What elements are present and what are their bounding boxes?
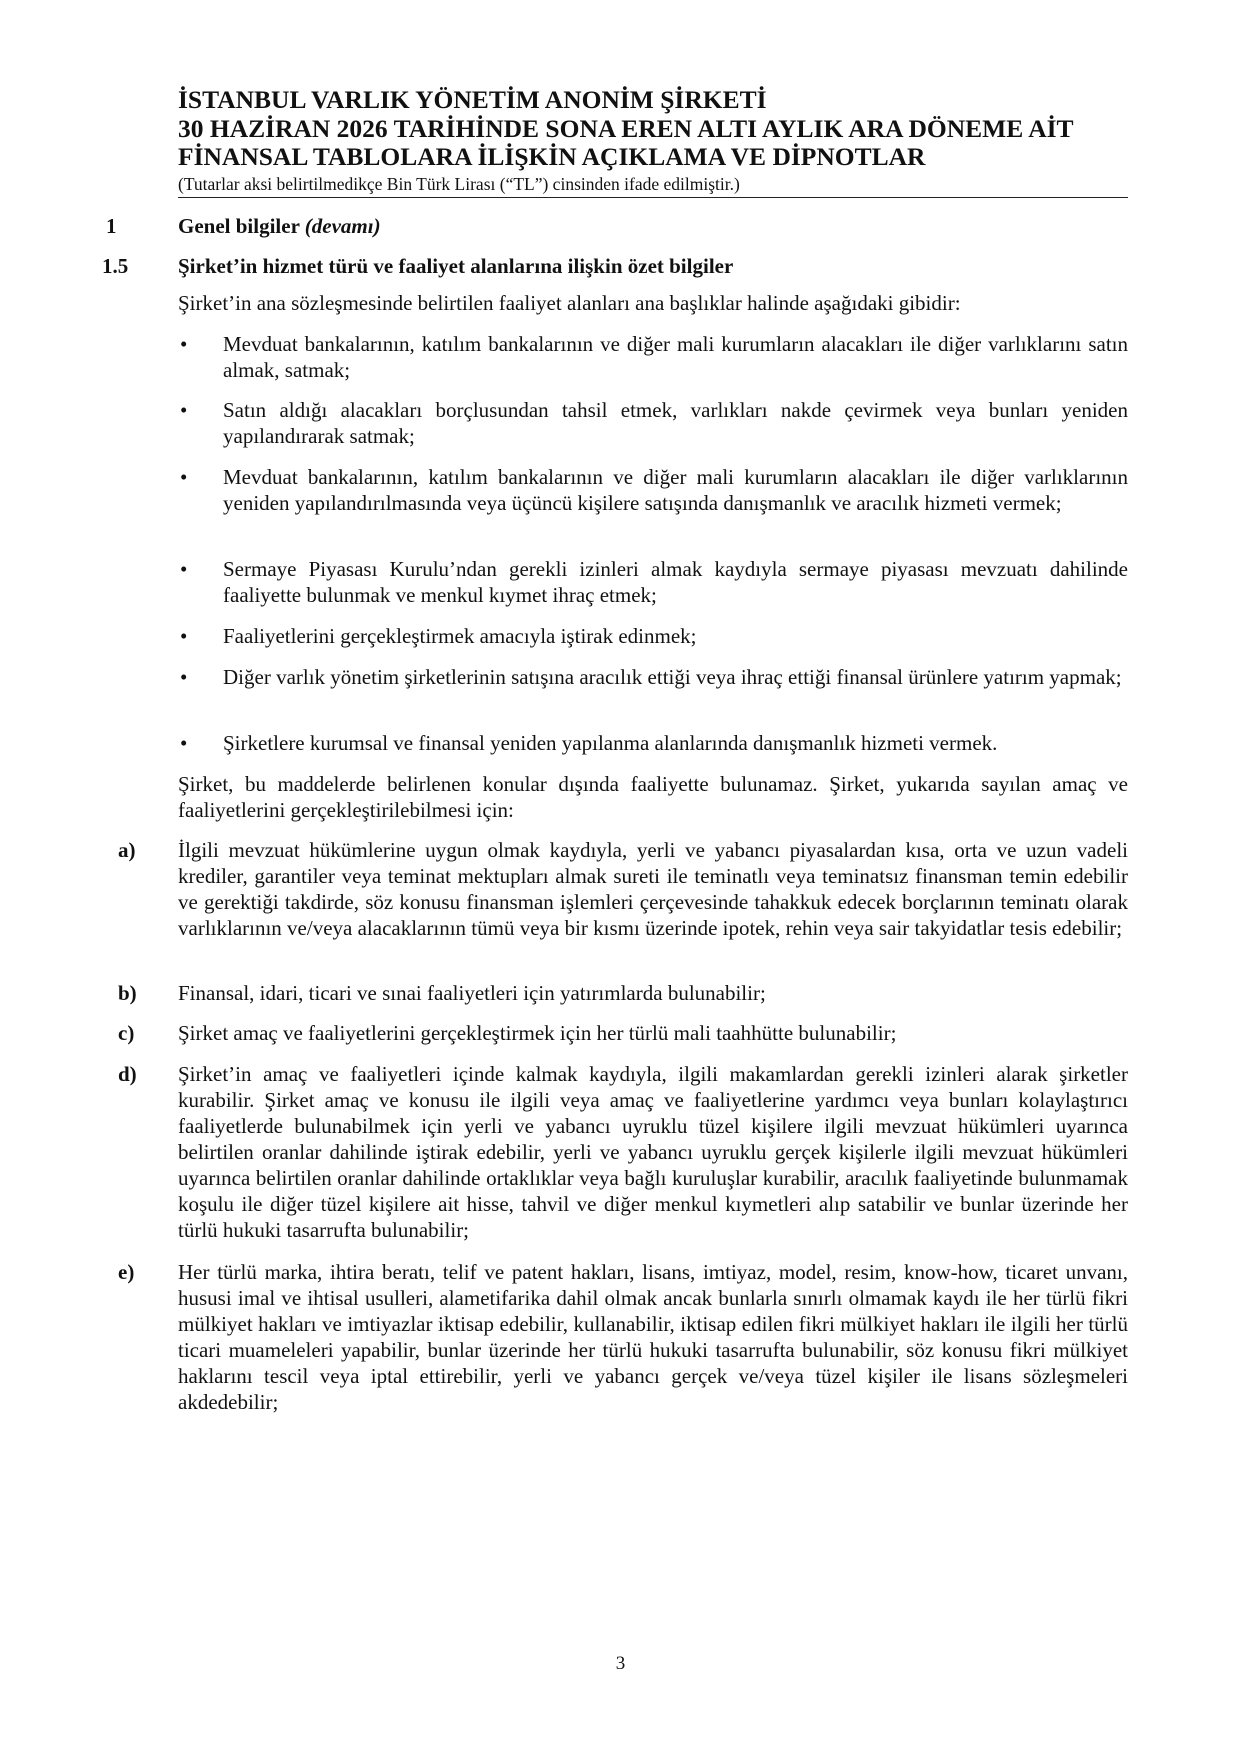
period-title: 30 HAZİRAN 2026 TARİHİNDE SONA EREN ALTI AYLIK ARA DÖNEME AİT (178, 113, 1074, 143)
item-text: Şirket amaç ve faaliyetlerini gerçekleştirmek için her türlü mali taahhütte bulunabilir; (178, 1021, 897, 1045)
bullet-item: Mevduat bankalarının, katılım bankalarının ve diğer mali kurumların alacakları ile diğer varlıklarını satın almak, satmak; (223, 332, 1128, 382)
bullet-item: Mevduat bankalarının, katılım bankalarının ve diğer mali kurumların alacakları ile diğer varlıklarının yeniden yapılandırılmasında veya üçüncü kişilere satışında danışmanlık ve aracılık hizmeti vermek; (223, 465, 1128, 515)
item-label: e) (118, 1260, 135, 1284)
item-text: İlgili mevzuat hükümlerine uygun olmak kaydıyla, yerli ve yabancı piyasalardan kısa, orta ve uzun vadeli krediler, garantiler veya teminat mektupları almak sureti ile teminatlı veya teminatsız finansman temin edebilir ve gerektiği takdirde, söz konusu finansman işlemleri çerçevesinde tahakkuk edecek borçlarının teminatı olarak varlıklarının ve/veya alacaklarının tümü veya bir kısmı üzerinde ipotek, rehin veya sair takyidatlar tesis edebilir; (178, 838, 1128, 940)
bullet-marker: • (180, 332, 188, 356)
intro-paragraph: Şirket’in ana sözleşmesinde belirtilen faaliyet alanları ana başlıklar halinde aşağıdaki gibidir: (178, 291, 961, 315)
bullet-marker: • (180, 624, 188, 648)
bullet-item: Sermaye Piyasası Kurulu’ndan gerekli izinleri almak kaydıyla sermaye piyasası mevzuatı dahilinde faaliyette bulunmak ve menkul kıymet ihraç etmek; (223, 557, 1128, 607)
item-label: b) (118, 981, 137, 1005)
page-number: 3 (615, 1653, 626, 1674)
item-label: d) (118, 1062, 137, 1086)
bullet-item: Satın aldığı alacakları borçlusundan tahsil etmek, varlıkları nakde çevirmek veya bunları yeniden yapılandırarak satmak; (223, 398, 1128, 448)
bullet-item: Şirketlere kurumsal ve finansal yeniden yapılanma alanlarında danışmanlık hizmeti vermek. (223, 731, 998, 755)
company-name: İSTANBUL VARLIK YÖNETİM ANONİM ŞİRKETİ (178, 85, 767, 114)
bullet-item: Faaliyetlerini gerçekleştirmek amacıyla iştirak edinmek; (223, 624, 697, 648)
section-title (178, 213, 381, 239)
subsection-title: Şirket’in hizmet türü ve faaliyet alanlarına ilişkin özet bilgiler (178, 254, 734, 278)
item-text: Her türlü marka, ihtira beratı, telif ve patent hakları, lisans, imtiyaz, model, resim, know-how, ticaret unvanı, hususi imal ve ihtisal usulleri, alametifarika dahil olmak ancak bunlarla sınırlı olmamak kaydı ile her türlü fikri mülkiyet hakları ve imtiyazlar iktisap edebilir, kullanabilir, iktisap edilen fikri mülkiyet hakları ile ilgili her türlü ticari muameleleri yapabilir, bunlar üzerinde her türlü hukuki tasarrufta bulunabilir, söz konusu fikri mülkiyet haklarını tescil veya iptal ettirebilir, yerli ve yabancı gerçek ve/veya tüzel kişiler ile lisans sözleşmeleri akdedebilir; (178, 1260, 1128, 1414)
section-number: 1 (106, 214, 117, 238)
document-header (178, 86, 1128, 194)
section-title-suffix: (devamı) (304, 214, 381, 238)
closing-paragraph: Şirket, bu maddelerde belirlenen konular dışında faaliyette bulunamaz. Şirket, yukarıda sayılan amaç ve faaliyetlerini gerçekleştirilebilmesi için: (178, 772, 1128, 822)
section-title-text: Genel bilgiler (178, 214, 300, 238)
item-label: a) (118, 838, 136, 862)
currency-note: (Tutarlar aksi belirtilmedikçe Bin Türk Lirası (“TL”) cinsinden ifade edilmiştir.) (178, 173, 740, 194)
bullet-item: Diğer varlık yönetim şirketlerinin satışına aracılık ettiği veya ihraç ettiği finansal ürünlere yatırım yapmak; (223, 665, 1122, 689)
bullet-marker: • (180, 731, 188, 755)
item-text: Finansal, idari, ticari ve sınai faaliyetleri için yatırımlarda bulunabilir; (178, 981, 766, 1005)
item-label: c) (118, 1021, 135, 1045)
bullet-marker: • (180, 665, 188, 689)
bullet-marker: • (180, 398, 188, 422)
item-text: Şirket’in amaç ve faaliyetleri içinde kalmak kaydıyla, ilgili makamlardan gerekli izinleri alarak şirketler kurabilir. Şirket amaç ve konusu ile ilgili veya amaç ve faaliyetlerine yardımcı veya bunları kolaylaştırıcı faaliyetlerde bulunabilmek için yerli ve yabancı uyruklu tüzel kişilere ilgili mevzuat hükümleri uyarınca belirtilen oranlar dahilinde iştirak edebilir, yerli ve yabancı uyruklu gerçek kişilerle ilgili mevzuat hükümleri uyarınca belirtilen oranlar dahilinde ortaklıklar veya bağlı kuruluşlar kurabilir, aracılık faaliyetinde bulunmamak koşulu ile diğer tüzel kişilere ait hisse, tahvil ve diğer menkul kıymetleri alıp satabilir ve bunlar üzerinde her türlü hukuki tasarrufta bulunabilir; (178, 1062, 1128, 1242)
subsection-number: 1.5 (102, 254, 129, 278)
bullet-marker: • (180, 465, 188, 489)
bullet-marker: • (180, 557, 188, 581)
header-divider (178, 197, 1128, 198)
statement-title: FİNANSAL TABLOLARA İLİŞKİN AÇIKLAMA VE DİPNOTLAR (178, 142, 926, 172)
